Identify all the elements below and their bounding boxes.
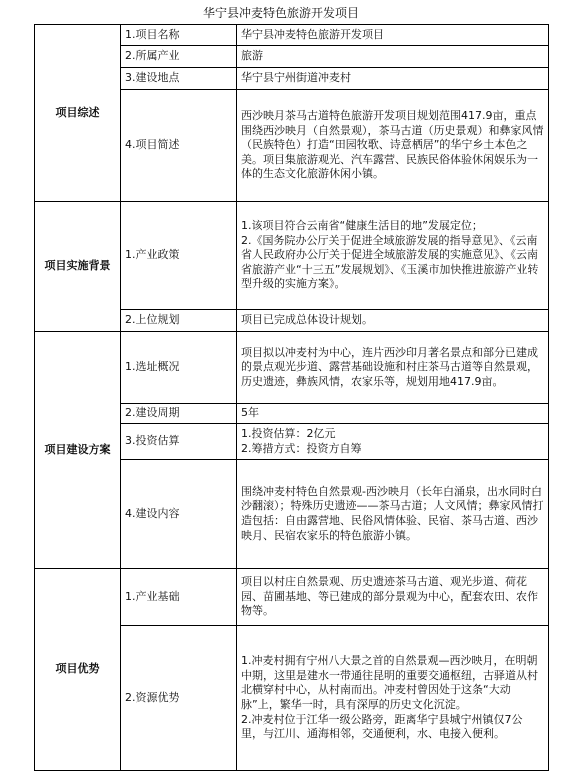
project-info-table bbox=[34, 24, 549, 771]
row-content: 5年 bbox=[237, 404, 549, 424]
row-label: 2.所属产业 bbox=[121, 46, 237, 68]
row-content: 围绕冲麦村特色自然景观-西沙映月（长年白涌泉，出水同时白沙翻滚）；特殊历史遗迹——茶马古道；人文风情；彝家风情打造包括：自由露营地、民俗风情体验、民宿、茶马古道、西沙映月、民宿农家乐的特色旅游小镇。 bbox=[237, 460, 549, 569]
table-row bbox=[35, 25, 549, 46]
document-title: 华宁县冲麦特色旅游开发项目 bbox=[202, 6, 359, 20]
row-content: 项目拟以冲麦村为中心，连片西沙印月著名景点和部分已建成的景点观光步道、露营基础设施和村庄茶马古道等自然景观，历史遗迹，彝族风情，农家乐等，规划用地417.9亩。 bbox=[237, 332, 549, 404]
row-label: 1.选址概况 bbox=[121, 332, 237, 404]
row-label: 3.建设地点 bbox=[121, 68, 237, 90]
row-label: 2.上位规划 bbox=[121, 310, 237, 332]
row-label: 1.产业基础 bbox=[121, 569, 237, 626]
row-content: 华宁县宁州街道冲麦村 bbox=[237, 68, 549, 90]
row-content: 华宁县冲麦特色旅游开发项目 bbox=[237, 25, 549, 46]
table-row bbox=[35, 202, 549, 310]
row-label: 4.建设内容 bbox=[121, 460, 237, 569]
row-paragraph: 1.投资估算：2亿元 bbox=[241, 426, 336, 440]
row-paragraph: 1.该项目符合云南省“健康生活目的地”发展定位； bbox=[241, 219, 483, 233]
row-paragraph: 1.冲麦村拥有宁州八大景之首的自然景观—西沙映月，在明朝中期，这里是建水一带通往昆明的重要交通枢纽，古驿道从村北横穿村中心，从村南而出。冲麦村曾因处于这条“大动脉”上，繁华一时，具有深厚的历史文化沉淀。 bbox=[241, 654, 538, 711]
row-content: 项目以村庄自然景观、历史遗迹茶马古道、观光步道、荷花园、苗圃基地、等已建成的部分景观为中心，配套农田、农作物等。 bbox=[237, 569, 549, 626]
section-advantage-title: 项目优势 bbox=[35, 569, 121, 771]
row-label: 1.产业政策 bbox=[121, 202, 237, 310]
row-label: 2.资源优势 bbox=[121, 626, 237, 771]
section-plan-title: 项目建设方案 bbox=[35, 332, 121, 569]
row-content bbox=[237, 202, 549, 310]
row-content: 项目已完成总体设计规划。 bbox=[237, 310, 549, 332]
row-label: 2.建设周期 bbox=[121, 404, 237, 424]
table-row bbox=[35, 569, 549, 626]
row-paragraph: 2.《国务院办公厅关于促进全域旅游发展的指导意见》、《云南省人民政府办公厅关于促进全域旅游发展的实施意见》、《云南省旅游产业“十三五”发展规划》、《玉溪市加快推进旅游产业转型升级的实施方案》。 bbox=[241, 233, 539, 291]
row-label: 3.投资估算 bbox=[121, 424, 237, 460]
section-background-title: 项目实施背景 bbox=[35, 202, 121, 332]
row-paragraph: 2.冲麦村位于江华一级公路旁，距离华宁县城宁州镇仅7公里，与江川、通海相邻，交通便利，水、电接入便利。 bbox=[241, 712, 523, 741]
row-content: 西沙映月茶马古道特色旅游开发项目规划范围417.9亩，重点围绕西沙映月（自然景观），茶马古道（历史景观）和彝家风情（民族特色）打造“田园牧歌、诗意栖居”的华宁乡土本色之美。项目集旅游观光、汽车露营、民族民俗体验休闲娱乐为一体的生态文化旅游休闲小镇。 bbox=[237, 90, 549, 202]
row-paragraph: 2.筹措方式：投资方自筹 bbox=[241, 441, 362, 455]
row-content bbox=[237, 626, 549, 771]
row-content: 旅游 bbox=[237, 46, 549, 68]
row-label: 1.项目名称 bbox=[121, 25, 237, 46]
section-overview-title: 项目综述 bbox=[35, 25, 121, 202]
row-label: 4.项目简述 bbox=[121, 90, 237, 202]
row-content bbox=[237, 424, 549, 460]
table-row bbox=[35, 332, 549, 404]
